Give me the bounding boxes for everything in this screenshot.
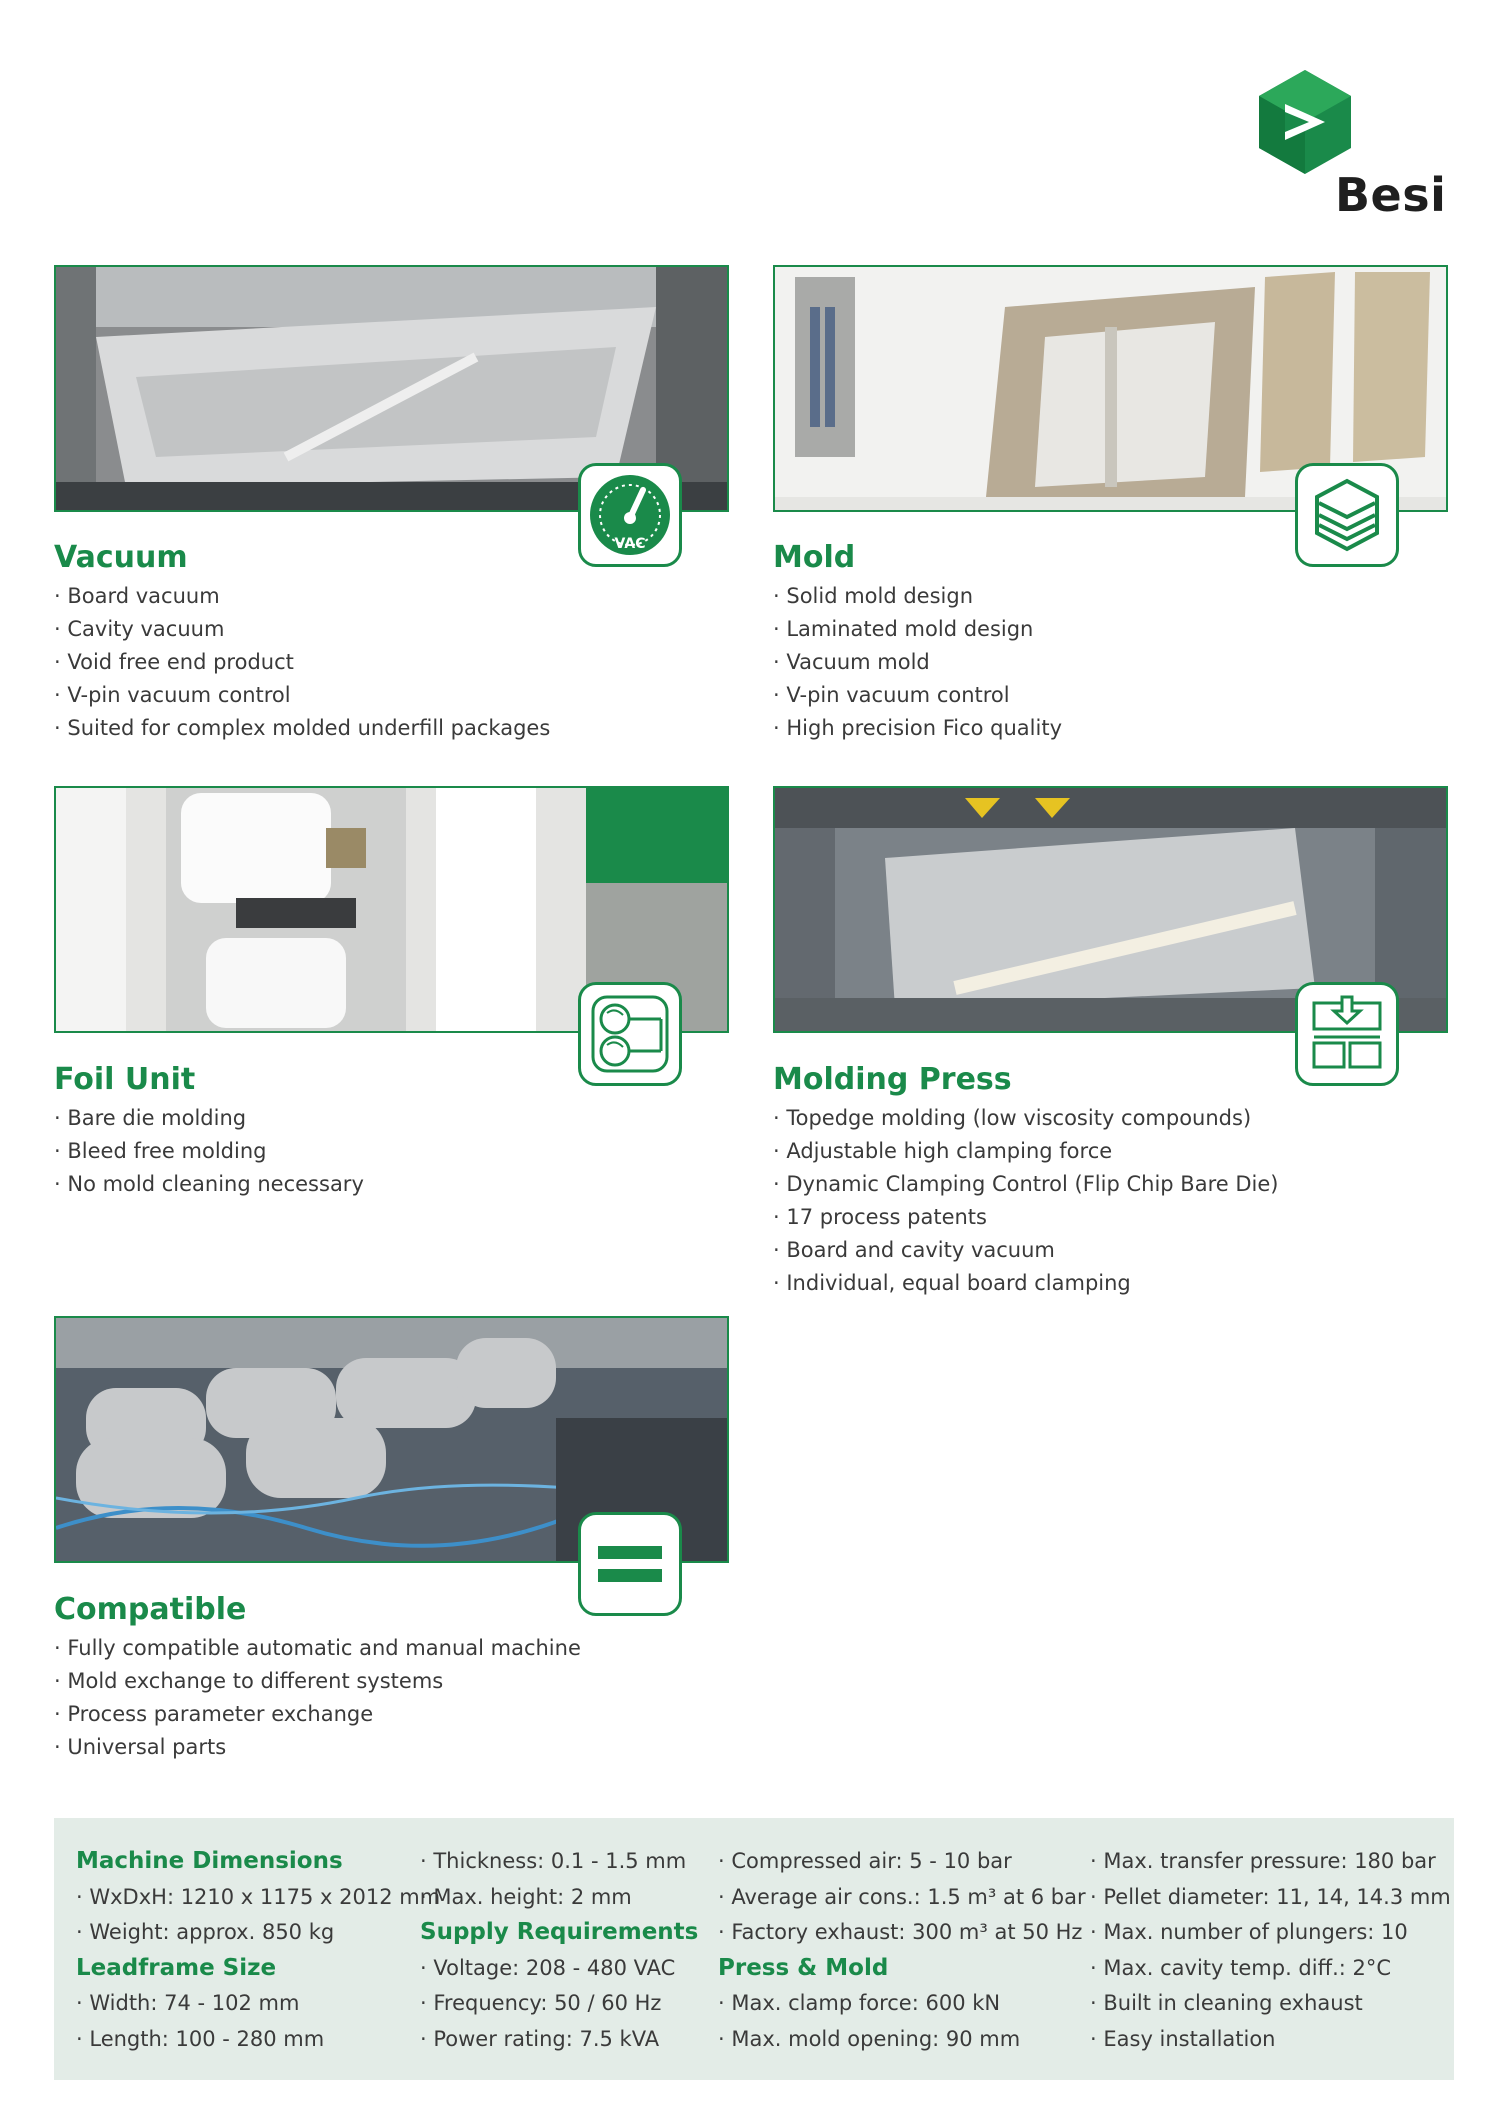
brand-name: Besi [1335, 168, 1447, 222]
spec-item: · Width: 74 - 102 mm [76, 1986, 440, 2022]
spec-item: · Thickness: 0.1 - 1.5 mm [420, 1844, 698, 1880]
list-item: · V-pin vacuum control [773, 679, 1062, 712]
equals-icon [578, 1512, 682, 1616]
list-item: · Individual, equal board clamping [773, 1267, 1278, 1300]
list-item: · Bleed free molding [54, 1135, 364, 1168]
list-item: · Dynamic Clamping Control (Flip Chip Bare Die) [773, 1168, 1278, 1201]
list-item: · Bare die molding [54, 1102, 364, 1135]
foil-unit-title: Foil Unit [54, 1062, 196, 1097]
spec-item: · Max. cavity temp. diff.: 2°C [1090, 1951, 1451, 1987]
spec-item: · Built in cleaning exhaust [1090, 1986, 1451, 2022]
spec-item: · Max. number of plungers: 10 [1090, 1915, 1451, 1951]
list-item: · Process parameter exchange [54, 1698, 581, 1731]
spec-item: · Length: 100 - 280 mm [76, 2022, 440, 2058]
spec-item: · Max. clamp force: 600 kN [718, 1986, 1086, 2022]
list-item: · Adjustable high clamping force [773, 1135, 1278, 1168]
machine-dimensions-heading: Machine Dimensions [76, 1848, 343, 1874]
list-item: · Mold exchange to different systems [54, 1665, 581, 1698]
vac-badge-text: VAC [614, 536, 646, 552]
mold-layers-icon [1295, 463, 1399, 567]
molding-press-list [773, 1102, 1278, 1300]
spec-column-3 [718, 1844, 1086, 2057]
list-item: · V-pin vacuum control [54, 679, 550, 712]
list-item: · 17 process patents [773, 1201, 1278, 1234]
spec-item: · Power rating: 7.5 kVA [420, 2022, 698, 2058]
spec-item: · Easy installation [1090, 2022, 1451, 2058]
specifications-panel [54, 1818, 1454, 2080]
list-item: · Vacuum mold [773, 646, 1062, 679]
spec-item: · Max. transfer pressure: 180 bar [1090, 1844, 1451, 1880]
list-item: · Cavity vacuum [54, 613, 550, 646]
foil-rolls-icon [578, 982, 682, 1086]
list-item: · No mold cleaning necessary [54, 1168, 364, 1201]
list-item: · Solid mold design [773, 580, 1062, 613]
spec-item: · Weight: approx. 850 kg [76, 1915, 440, 1951]
spec-column-2 [420, 1844, 698, 2057]
list-item: · Topedge molding (low viscosity compounds) [773, 1102, 1278, 1135]
supply-requirements-heading: Supply Requirements [420, 1919, 699, 1945]
list-item: · Void free end product [54, 646, 550, 679]
list-item: · Laminated mold design [773, 613, 1062, 646]
mold-list [773, 580, 1062, 745]
spec-item: · WxDxH: 1210 x 1175 x 2012 mm [76, 1880, 440, 1916]
list-item: · High precision Fico quality [773, 712, 1062, 745]
list-item: · Universal parts [54, 1731, 581, 1764]
spec-item: · Average air cons.: 1.5 m³ at 6 bar [718, 1880, 1086, 1916]
list-item: · Board vacuum [54, 580, 550, 613]
spec-item: · Frequency: 50 / 60 Hz [420, 1986, 698, 2022]
foil-unit-list [54, 1102, 364, 1201]
vac-gauge-icon [578, 463, 682, 567]
spec-column-4 [1090, 1844, 1451, 2057]
press-mold-heading: Press & Mold [718, 1954, 889, 1981]
vacuum-title: Vacuum [54, 540, 188, 575]
spec-item: · Voltage: 208 - 480 VAC [420, 1951, 698, 1987]
mold-title: Mold [773, 540, 856, 575]
spec-column-1 [76, 1844, 440, 2057]
list-item: · Suited for complex molded underfill packages [54, 712, 550, 745]
spec-item: · Factory exhaust: 300 m³ at 50 Hz [718, 1915, 1086, 1951]
leadframe-size-heading: Leadframe Size [76, 1954, 277, 1981]
vacuum-list [54, 580, 550, 745]
compatible-title: Compatible [54, 1592, 247, 1627]
press-icon [1295, 982, 1399, 1086]
list-item: · Board and cavity vacuum [773, 1234, 1278, 1267]
spec-item: · Max. mold opening: 90 mm [718, 2022, 1086, 2058]
spec-item: · Max. height: 2 mm [420, 1880, 698, 1916]
spec-item: · Compressed air: 5 - 10 bar [718, 1844, 1086, 1880]
molding-press-title: Molding Press [773, 1062, 1012, 1097]
spec-item: · Pellet diameter: 11, 14, 14.3 mm [1090, 1880, 1451, 1916]
compatible-list [54, 1632, 581, 1764]
list-item: · Fully compatible automatic and manual machine [54, 1632, 581, 1665]
